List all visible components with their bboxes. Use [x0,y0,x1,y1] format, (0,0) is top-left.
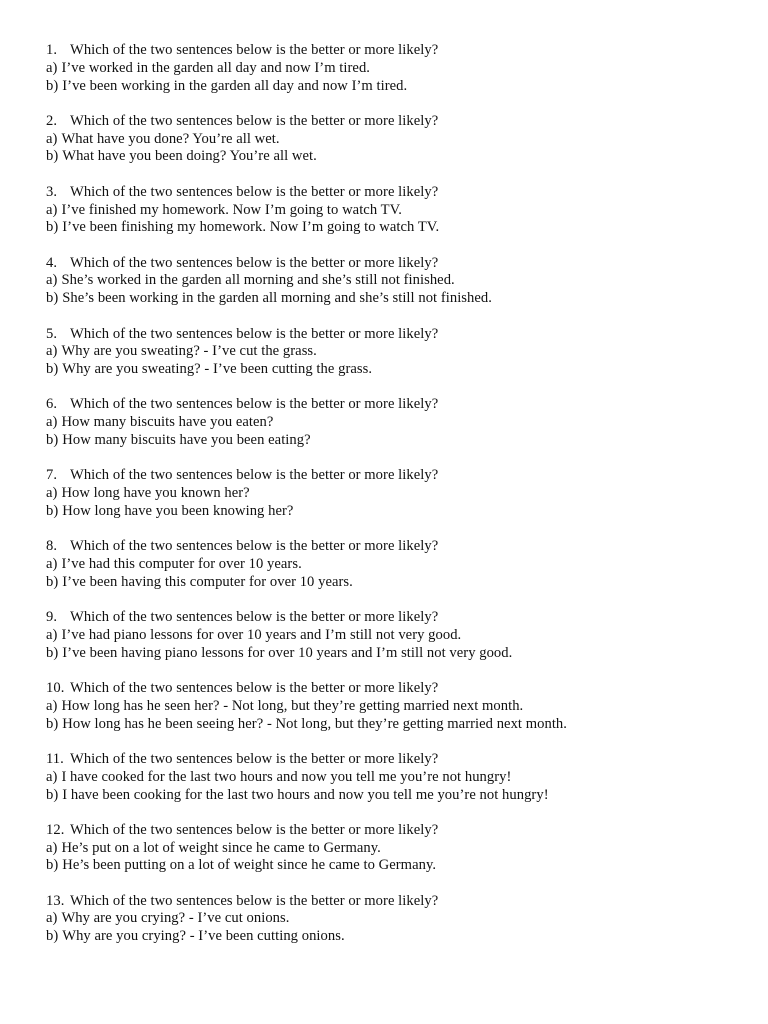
option-b [46,290,746,308]
option-text: I have been cooking for the last two hours and now you tell me you’re not hungry! [62,786,549,803]
option-text: What have you done? You’re all wet. [61,130,280,147]
question-prompt [46,326,746,344]
option-text: I’ve been working in the garden all day and now I’m tired. [62,77,408,94]
question-text: Which of the two sentences below is the better or more likely? [70,609,439,626]
option-text: I’ve worked in the garden all day and now I’m tired. [61,59,370,76]
option-b [46,787,746,805]
option-label: a) [46,626,58,643]
option-text: Why are you sweating? - I’ve cut the grass. [61,343,317,360]
question-prompt [46,396,746,414]
option-text: How many biscuits have you been eating? [62,432,311,449]
question-text: Which of the two sentences below is the better or more likely? [70,112,439,129]
question-prompt [46,751,746,769]
question-5 [46,326,746,379]
option-text: I’ve finished my homework. Now I’m going to watch TV. [61,201,402,218]
option-label: b) [46,432,59,449]
question-prompt [46,680,746,698]
worksheet [46,42,746,964]
question-prompt [46,467,746,485]
option-a [46,343,746,361]
question-prompt [46,538,746,556]
option-text: I’ve been having this computer for over 10 years. [62,573,353,590]
option-a [46,556,746,574]
option-label: a) [46,910,58,927]
option-b [46,503,746,521]
option-text: Why are you sweating? - I’ve been cutting the grass. [62,361,373,378]
option-b [46,928,746,946]
question-text: Which of the two sentences below is the better or more likely? [70,538,439,555]
question-list [46,42,746,946]
option-text: Why are you crying? - I’ve been cutting onions. [62,928,345,945]
question-number: 4. [46,254,58,271]
option-label: b) [46,857,59,874]
option-label: b) [46,644,59,661]
option-label: a) [46,201,58,218]
option-text: I’ve been having piano lessons for over 10 years and I’m still not very good. [62,644,513,661]
question-text: Which of the two sentences below is the better or more likely? [70,325,439,342]
question-text: Which of the two sentences below is the better or more likely? [70,821,439,838]
option-text: How long has he been seeing her? - Not long, but they’re getting married next month. [62,715,567,732]
question-text: Which of the two sentences below is the better or more likely? [70,42,439,58]
option-a [46,769,746,787]
option-label: a) [46,485,58,502]
question-text: Which of the two sentences below is the better or more likely? [70,467,439,484]
question-10 [46,680,746,733]
question-prompt [46,893,746,911]
option-label: a) [46,768,58,785]
option-a [46,910,746,928]
question-number: 2. [46,112,58,129]
question-prompt [46,822,746,840]
question-text: Which of the two sentences below is the better or more likely? [70,183,439,200]
question-prompt [46,42,746,60]
option-a [46,272,746,290]
option-b [46,574,746,592]
question-number: 13. [46,892,65,909]
option-label: b) [46,361,59,378]
option-text: Why are you crying? - I’ve cut onions. [61,910,290,927]
option-label: a) [46,556,58,573]
option-a [46,60,746,78]
option-label: b) [46,148,59,165]
question-prompt [46,255,746,273]
question-12 [46,822,746,875]
question-number: 7. [46,467,58,484]
option-text: I’ve had piano lessons for over 10 years and I’m still not very good. [61,626,462,643]
option-text: She’s been working in the garden all morning and she’s still not finished. [62,290,492,307]
question-9 [46,609,746,662]
option-b [46,857,746,875]
question-number: 9. [46,609,58,626]
option-a [46,698,746,716]
question-2 [46,113,746,166]
question-1 [46,42,746,95]
option-label: b) [46,573,59,590]
option-text: He’s put on a lot of weight since he came to Germany. [61,839,381,856]
option-label: b) [46,219,59,236]
option-text: How long have you been knowing her? [62,502,294,519]
option-a [46,627,746,645]
option-label: b) [46,290,59,307]
option-b [46,148,746,166]
question-text: Which of the two sentences below is the better or more likely? [70,680,439,697]
option-b [46,219,746,237]
question-number: 5. [46,325,58,342]
question-6 [46,396,746,449]
option-b [46,361,746,379]
question-number: 12. [46,821,65,838]
option-label: b) [46,786,59,803]
option-text: How long have you known her? [61,485,250,502]
option-label: a) [46,130,58,147]
question-text: Which of the two sentences below is the better or more likely? [70,750,439,767]
option-label: a) [46,839,58,856]
option-text: What have you been doing? You’re all wet. [62,148,317,165]
option-b [46,432,746,450]
option-label: b) [46,77,59,94]
question-text: Which of the two sentences below is the better or more likely? [70,892,439,909]
option-b [46,716,746,734]
option-label: a) [46,414,58,431]
option-text: How many biscuits have you eaten? [61,414,274,431]
question-number: 3. [46,183,58,200]
question-11 [46,751,746,804]
option-b [46,645,746,663]
question-number: 11. [46,750,64,767]
option-text: She’s worked in the garden all morning and she’s still not finished. [61,272,455,289]
option-label: a) [46,697,58,714]
option-label: a) [46,59,58,76]
option-label: b) [46,715,59,732]
option-label: b) [46,502,59,519]
option-a [46,414,746,432]
option-a [46,840,746,858]
question-3 [46,184,746,237]
question-prompt [46,113,746,131]
option-text: I’ve been finishing my homework. Now I’m going to watch TV. [62,219,440,236]
question-prompt [46,609,746,627]
question-number: 10. [46,680,65,697]
option-b [46,78,746,96]
option-text: He’s been putting on a lot of weight since he came to Germany. [62,857,437,874]
option-text: I’ve had this computer for over 10 years. [61,556,302,573]
question-number: 6. [46,396,58,413]
option-a [46,131,746,149]
question-13 [46,893,746,946]
option-label: b) [46,928,59,945]
question-number: 1. [46,42,58,58]
question-4 [46,255,746,308]
option-label: a) [46,272,58,289]
question-text: Which of the two sentences below is the better or more likely? [70,396,439,413]
question-7 [46,467,746,520]
option-text: How long has he seen her? - Not long, but they’re getting married next month. [61,697,524,714]
option-text: I have cooked for the last two hours and now you tell me you’re not hungry! [61,768,512,785]
option-a [46,202,746,220]
option-a [46,485,746,503]
question-text: Which of the two sentences below is the better or more likely? [70,254,439,271]
question-number: 8. [46,538,58,555]
question-prompt [46,184,746,202]
question-8 [46,538,746,591]
option-label: a) [46,343,58,360]
